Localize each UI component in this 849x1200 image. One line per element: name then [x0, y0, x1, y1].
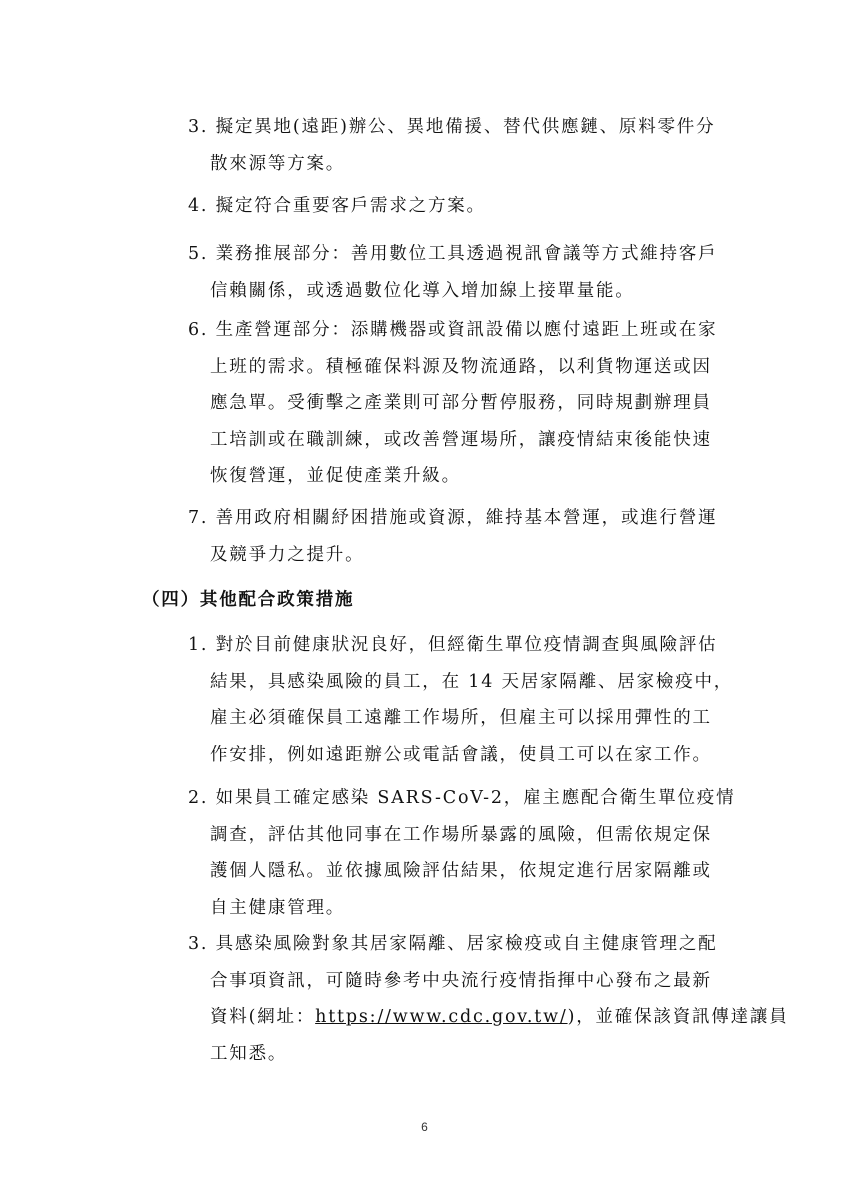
text-line: 4. 擬定符合重要客戶需求之方案。 — [188, 196, 486, 216]
text-line: 3. 擬定異地(遠距)辦公、異地備援、替代供應鏈、原料零件分 — [188, 117, 716, 137]
text-line: 2. 如果員工確定感染 SARS-CoV-2，雇主應配合衛生單位疫情 — [188, 788, 736, 808]
text-line: 信賴關係，或透過數位化導入增加線上接單量能。 — [210, 280, 635, 301]
text-line: 7. 善用政府相關紓困措施或資源，維持基本營運，或進行營運 — [188, 508, 718, 528]
text-span: )，並確保該資訊傳達讓員 — [567, 1007, 789, 1027]
list-item-a5 — [188, 236, 723, 309]
text-line: 恢復營運，並促使產業升級。 — [210, 466, 461, 486]
section-heading: （四）其他配合政策措施 — [142, 590, 355, 610]
list-item-a7 — [188, 500, 723, 573]
text-line: 作安排，例如遠距辦公或電話會議，使員工可以在家工作。 — [210, 744, 712, 765]
list-item-a4 — [188, 188, 723, 225]
text-line: 應急單。受衝擊之產業則可部分暫停服務，同時規劃辦理員 — [210, 393, 712, 413]
text-line: 及競爭力之提升。 — [210, 544, 365, 565]
text-line: 工培訓或在職訓練，或改善營運場所，讓疫情結束後能快速 — [210, 429, 712, 450]
list-item-a6 — [188, 312, 723, 495]
list-item-b3 — [188, 926, 789, 1072]
text-line: 3. 具感染風險對象其居家隔離、居家檢疫或自主健康管理之配 — [188, 934, 718, 954]
text-line: 護個人隱私。並依據風險評估結果，依規定進行居家隔離或 — [210, 861, 712, 881]
text-line: 雇主必須確保員工遠離工作場所，但雇主可以採用彈性的工 — [210, 708, 712, 728]
text-line — [188, 999, 789, 1036]
text-line: 散來源等方案。 — [210, 153, 346, 174]
page-number: 6 — [421, 1120, 428, 1134]
text-line: 5. 業務推展部分：善用數位工具透過視訊會議等方式維持客戶 — [188, 244, 718, 264]
list-item-a3 — [188, 109, 723, 182]
text-line: 自主健康管理。 — [210, 897, 346, 918]
list-item-b1 — [188, 627, 734, 773]
text-line: 6. 生產營運部分：添購機器或資訊設備以應付遠距上班或在家 — [188, 320, 718, 340]
text-line: 結果，具感染風險的員工，在 14 天居家隔離、居家檢疫中， — [210, 671, 734, 692]
text-line: 上班的需求。積極確保料源及物流通路，以利貨物運送或因 — [210, 356, 712, 377]
text-line: 1. 對於目前健康狀況良好，但經衛生單位疫情調查與風險評估 — [188, 635, 718, 655]
list-item-b2 — [188, 780, 736, 926]
text-line: 調查，評估其他同事在工作場所暴露的風險，但需依規定保 — [210, 824, 712, 845]
text-line: 合事項資訊，可隨時參考中央流行疫情指揮中心發布之最新 — [210, 970, 712, 991]
cdc-website-link[interactable]: https://www.cdc.gov.tw/ — [315, 1007, 568, 1027]
text-span: 資料(網址： — [210, 1007, 316, 1027]
text-line: 工知悉。 — [210, 1043, 288, 1064]
